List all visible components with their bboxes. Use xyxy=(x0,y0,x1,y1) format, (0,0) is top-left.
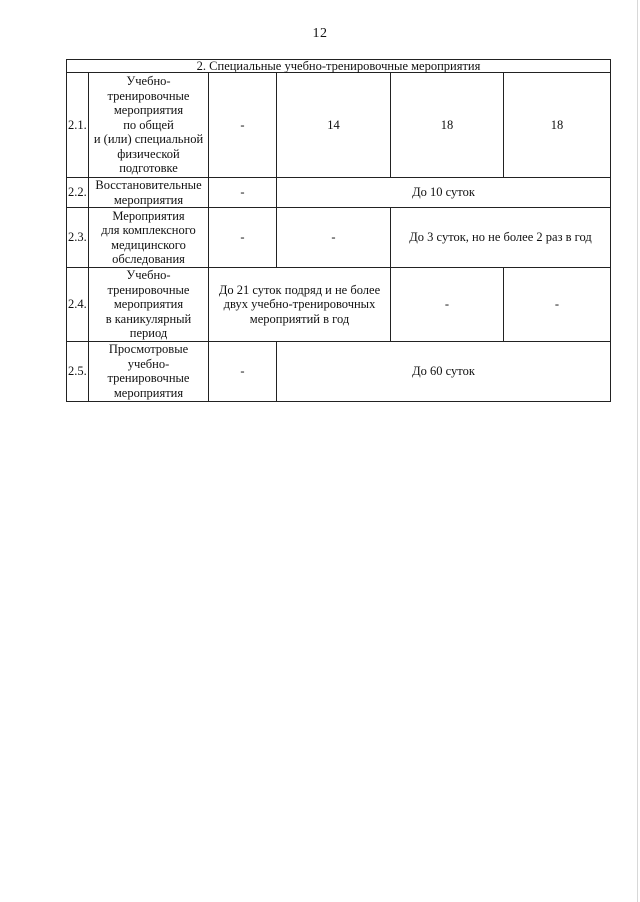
row-number: 2.3. xyxy=(67,208,89,268)
event-name-line: период xyxy=(129,326,168,340)
value-cell: - xyxy=(209,208,277,268)
event-name-line: по общей xyxy=(123,117,174,132)
event-name-line: мероприятия xyxy=(113,192,184,207)
row-number: 2.4. xyxy=(67,268,89,342)
event-name-line: Мероприятия xyxy=(112,208,185,223)
event-name-cell xyxy=(89,268,209,342)
merged-value-cell: До 60 суток xyxy=(277,341,611,401)
value-cell: - xyxy=(277,208,391,268)
event-name-cell xyxy=(89,178,209,208)
value-cell: 18 xyxy=(391,73,504,178)
event-name-line: Восстановительные xyxy=(95,178,202,192)
table-row xyxy=(67,208,611,268)
merged-value-cell: До 10 суток xyxy=(277,178,611,208)
event-name-line: тренировочные xyxy=(107,371,190,385)
event-name-line: Учебно- xyxy=(126,74,171,89)
merged-value-line: двух учебно-тренировочных xyxy=(223,297,376,311)
event-name-line: медицинского xyxy=(111,237,186,252)
event-name-line: и (или) специальной xyxy=(93,132,204,147)
event-name-line: физической xyxy=(117,146,180,161)
merged-value-line: мероприятий в год xyxy=(249,311,350,326)
event-name-line: мероприятия xyxy=(113,385,184,400)
event-name-cell xyxy=(89,208,209,268)
table-row xyxy=(67,73,611,178)
event-name-cell xyxy=(89,73,209,178)
section-header-row xyxy=(67,60,611,73)
value-cell: - xyxy=(209,73,277,178)
value-cell: - xyxy=(209,341,277,401)
event-name-line: мероприятия xyxy=(113,297,184,311)
row-number: 2.2. xyxy=(67,178,89,208)
value-cell: - xyxy=(504,268,611,342)
event-name-line: тренировочные xyxy=(107,282,190,297)
event-name-line: учебно- xyxy=(127,356,170,371)
merged-value-line: До 21 суток подряд и не более xyxy=(218,282,381,297)
event-name-line: мероприятия xyxy=(113,103,184,118)
event-name-line: Просмотровые xyxy=(108,342,189,356)
section-title: 2. Специальные учебно-тренировочные мероприятия xyxy=(67,60,611,73)
event-name-line: Учебно- xyxy=(126,268,171,282)
training-events-table xyxy=(66,59,611,402)
row-number: 2.1. xyxy=(67,73,89,178)
merged-value-cell xyxy=(209,268,391,342)
value-cell: - xyxy=(391,268,504,342)
page-number: 12 xyxy=(312,26,328,41)
value-cell: - xyxy=(209,178,277,208)
event-name-line: для комплексного xyxy=(101,223,196,237)
event-name-cell xyxy=(89,341,209,401)
row-number: 2.5. xyxy=(67,341,89,401)
table-row xyxy=(67,268,611,342)
event-name-line: обследования xyxy=(112,252,185,266)
page-edge-divider xyxy=(637,0,638,902)
event-name-line: подготовке xyxy=(119,161,178,176)
value-cell: 18 xyxy=(504,73,611,178)
table-row xyxy=(67,178,611,208)
merged-value-cell: До 3 суток, но не более 2 раз в год xyxy=(391,208,611,268)
table-row xyxy=(67,341,611,401)
event-name-line: тренировочные xyxy=(107,88,190,103)
event-name-line: в каникулярный xyxy=(105,311,192,326)
value-cell: 14 xyxy=(277,73,391,178)
